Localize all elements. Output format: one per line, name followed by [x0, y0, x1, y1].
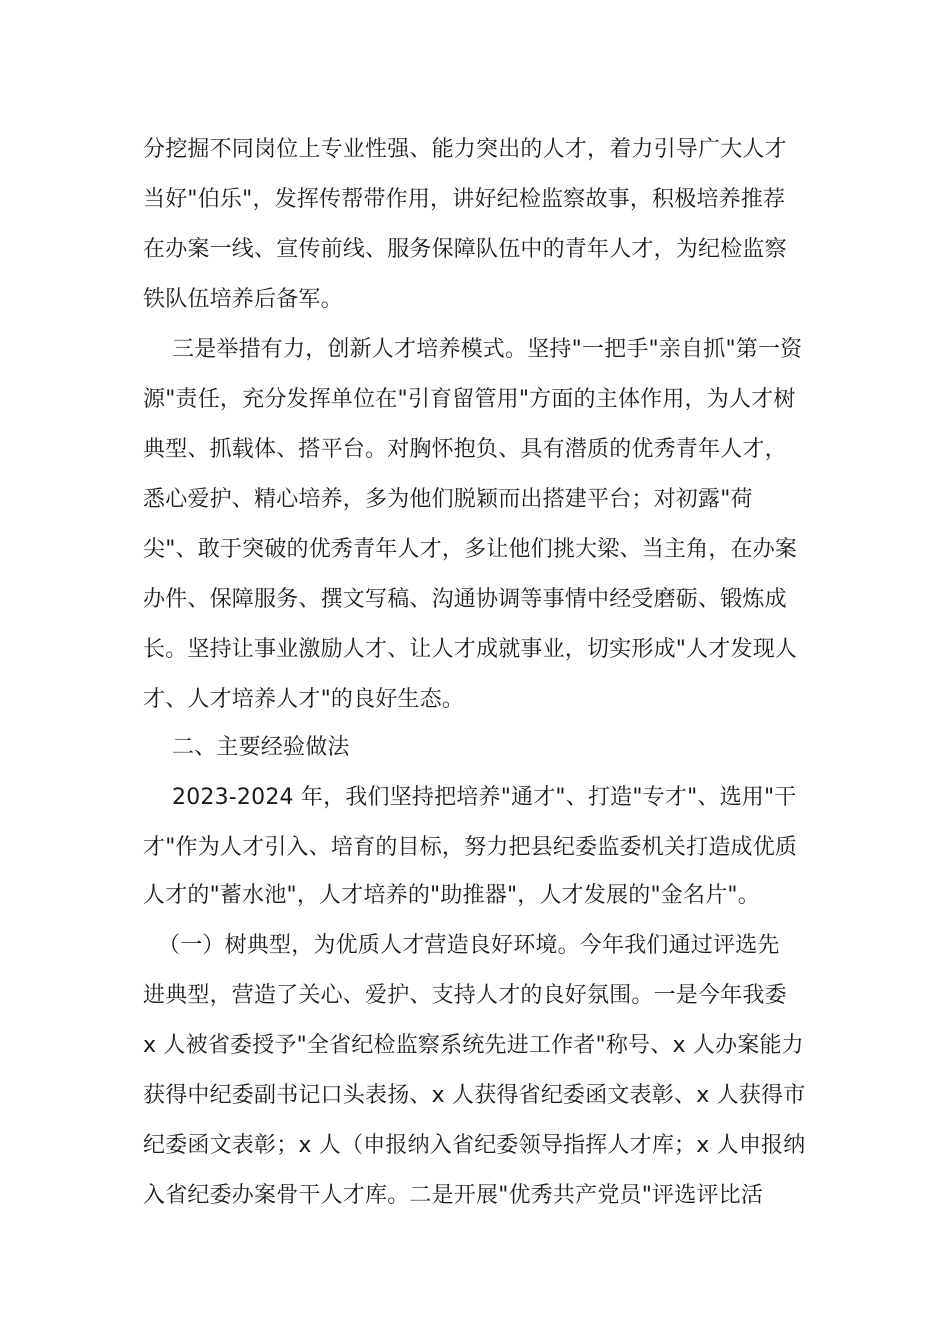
text-line: 纪委函文表彰；x 人（申报纳入省纪委领导指挥人才库；x 人申报纳	[143, 1133, 806, 1158]
text-line: 入省纪委办案骨干人才库。二是开展"优秀共产党员"评选评比活	[143, 1183, 764, 1208]
text-line: x 人被省委授予"全省纪检监察系统先进工作者"称号、x 人办案能力	[143, 1033, 804, 1058]
paragraph-first-line: 2023-2024 年，我们坚持把培养"通才"、打造"专才"、选用"干	[172, 785, 797, 810]
text-line: 尖"、敢于突破的优秀青年人才，多让他们挑大梁、当主角，在办案	[143, 537, 798, 562]
section-heading: 二、主要经验做法	[172, 735, 350, 760]
text-line: 铁队伍培养后备军。	[143, 287, 343, 312]
text-line: 源"责任，充分发挥单位在"引育留管用"方面的主体作用，为人才树	[143, 387, 796, 412]
text-line: 进典型，营造了关心、爱护、支持人才的良好氛围。一是今年我委	[143, 983, 787, 1008]
text-line: 悉心爱护、精心培养，多为他们脱颖而出搭建平台；对初露"荷	[143, 487, 753, 512]
text-line: 长。坚持让事业激励人才、让人才成就事业，切实形成"人才发现人	[143, 637, 798, 662]
text-line: 在办案一线、宣传前线、服务保障队伍中的青年人才，为纪检监察	[143, 237, 787, 262]
text-line: 当好"伯乐"，发挥传帮带作用，讲好纪检监察故事，积极培养推荐	[143, 187, 786, 212]
text-line: 获得中纪委副书记口头表扬、x 人获得省纪委函文表彰、x 人获得市	[143, 1083, 806, 1108]
text-line: 分挖掘不同岗位上专业性强、能力突出的人才，着力引导广大人才	[143, 137, 787, 162]
text-line: 人才的"蓄水池"，人才培养的"助推器"，人才发展的"金名片"。	[143, 883, 760, 908]
text-line: 典型、抓载体、搭平台。对胸怀抱负、具有潜质的优秀青年人才，	[143, 437, 787, 462]
text-line: 办件、保障服务、撰文写稿、沟通协调等事情中经受磨砺、锻炼成	[143, 587, 787, 612]
text-line: 才、人才培养人才"的良好生态。	[143, 687, 465, 712]
text-line: 才"作为人才引入、培育的目标，努力把县纪委监委机关打造成优质	[143, 835, 798, 860]
paragraph-first-line: （一）树典型，为优质人才营造良好环境。今年我们通过评选先	[158, 933, 780, 958]
paragraph-first-line: 三是举措有力，创新人才培养模式。坚持"一把手"亲自抓"第一资	[172, 337, 803, 362]
